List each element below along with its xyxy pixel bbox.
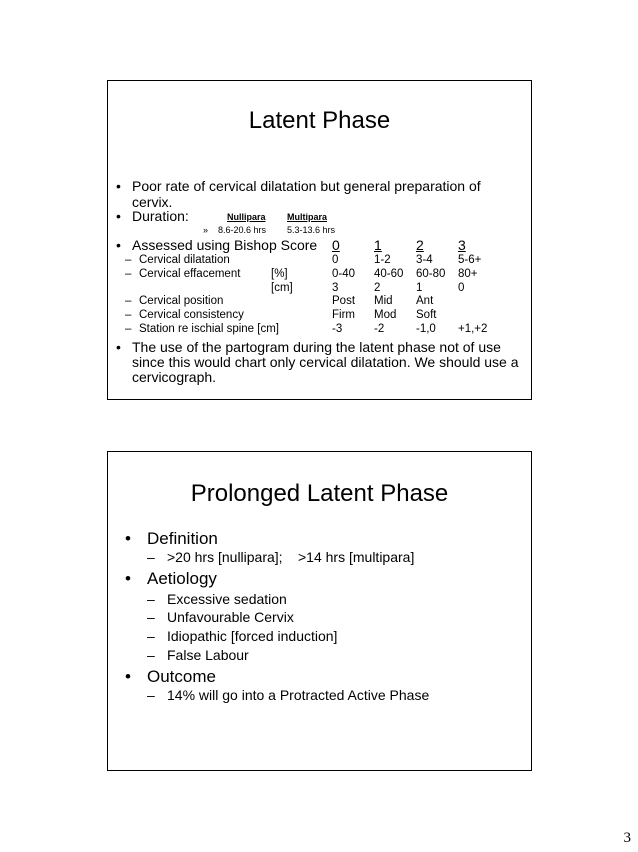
row-dash: – — [125, 323, 132, 335]
row-value: Soft — [416, 309, 437, 321]
sub-dash: – — [147, 609, 155, 625]
row-label: Cervical dilatation — [139, 254, 230, 266]
bullet-text: The use of the partogram during the latent phase not of use — [132, 339, 501, 355]
score-header-1: 1 — [374, 237, 382, 253]
outcome-item: 14% will go into a Protracted Active Phase — [167, 687, 430, 703]
sub-dash: – — [147, 687, 155, 703]
sub-marker: » — [203, 225, 209, 235]
row-value: Ant — [416, 295, 434, 307]
nullipara-heading: Nullipara — [227, 212, 266, 222]
bullet-marker: • — [116, 208, 121, 224]
row-dash: – — [125, 254, 132, 266]
row-value: -1,0 — [416, 323, 436, 335]
sub-dash: – — [147, 647, 155, 663]
row-value: 80+ — [458, 268, 478, 280]
row-value: 60-80 — [416, 268, 446, 280]
row-label: Cervical effacement — [139, 268, 241, 280]
bullet-text: cervicograph. — [132, 369, 217, 385]
row-label: Cervical consistency — [139, 309, 244, 321]
score-header-3: 3 — [458, 237, 466, 253]
slide-title: Prolonged Latent Phase — [190, 480, 449, 507]
row-value: Mid — [374, 295, 393, 307]
row-unit: [%] — [271, 268, 288, 280]
sub-dash: – — [147, 549, 155, 565]
nullipara-hours: 8.6-20.6 hrs — [218, 225, 267, 235]
definition-nullipara: >20 hrs [nullipara]; — [167, 549, 283, 565]
row-value: 3 — [332, 282, 339, 294]
bullet-text: Poor rate of cervical dilatation but general preparation of — [132, 178, 481, 194]
bullet-text: since this would chart only cervical dilatation. We should use a — [132, 354, 519, 370]
bishop-score-label: Assessed using Bishop Score — [132, 237, 318, 253]
bullet-text: cervix. — [132, 194, 173, 210]
sub-dash: – — [147, 628, 155, 644]
bullet-marker: • — [125, 529, 131, 548]
definition-multipara: >14 hrs [multipara] — [298, 549, 415, 565]
bullet-marker: • — [125, 667, 131, 686]
score-header-2: 2 — [416, 237, 424, 253]
row-value: 1-2 — [374, 254, 391, 266]
bullet-marker: • — [116, 237, 121, 253]
row-value: 0 — [332, 254, 339, 266]
row-value: 0 — [458, 282, 465, 294]
outcome-heading: Outcome — [147, 667, 216, 686]
row-value: 5-6+ — [458, 254, 482, 266]
row-value: -3 — [332, 323, 343, 335]
bullet-marker: • — [125, 569, 131, 588]
row-label: Station re ischial spine [cm] — [139, 323, 279, 335]
slide-prolonged-latent-phase — [107, 451, 532, 771]
aetiology-heading: Aetiology — [147, 569, 217, 588]
slide-latent-phase — [107, 80, 532, 400]
slide-title: Latent Phase — [248, 107, 391, 134]
row-value: Firm — [332, 309, 355, 321]
aetiology-item: False Labour — [167, 647, 249, 663]
row-unit: [cm] — [271, 282, 293, 294]
row-value: +1,+2 — [458, 323, 488, 335]
row-value: 2 — [374, 282, 381, 294]
row-value: 1 — [416, 282, 423, 294]
row-value: Post — [332, 295, 356, 307]
row-value: -2 — [374, 323, 385, 335]
row-dash: – — [125, 309, 132, 321]
bullet-marker: • — [116, 178, 121, 194]
row-value: Mod — [374, 309, 397, 321]
page-number: 3 — [623, 830, 631, 846]
definition-heading: Definition — [147, 529, 218, 548]
sub-dash: – — [147, 591, 155, 607]
row-label: Cervical position — [139, 295, 224, 307]
row-value: 40-60 — [374, 268, 404, 280]
row-dash: – — [125, 268, 132, 280]
bullet-marker: • — [116, 339, 121, 355]
multipara-heading: Multipara — [287, 212, 328, 222]
multipara-hours: 5.3-13.6 hrs — [287, 225, 336, 235]
row-dash: – — [125, 295, 132, 307]
duration-label: Duration: — [132, 208, 189, 224]
row-value: 0-40 — [332, 268, 356, 280]
aetiology-item: Idiopathic [forced induction] — [167, 628, 338, 644]
aetiology-item: Unfavourable Cervix — [167, 609, 294, 625]
row-value: 3-4 — [416, 254, 433, 266]
aetiology-item: Excessive sedation — [167, 591, 287, 607]
score-header-0: 0 — [332, 237, 340, 253]
